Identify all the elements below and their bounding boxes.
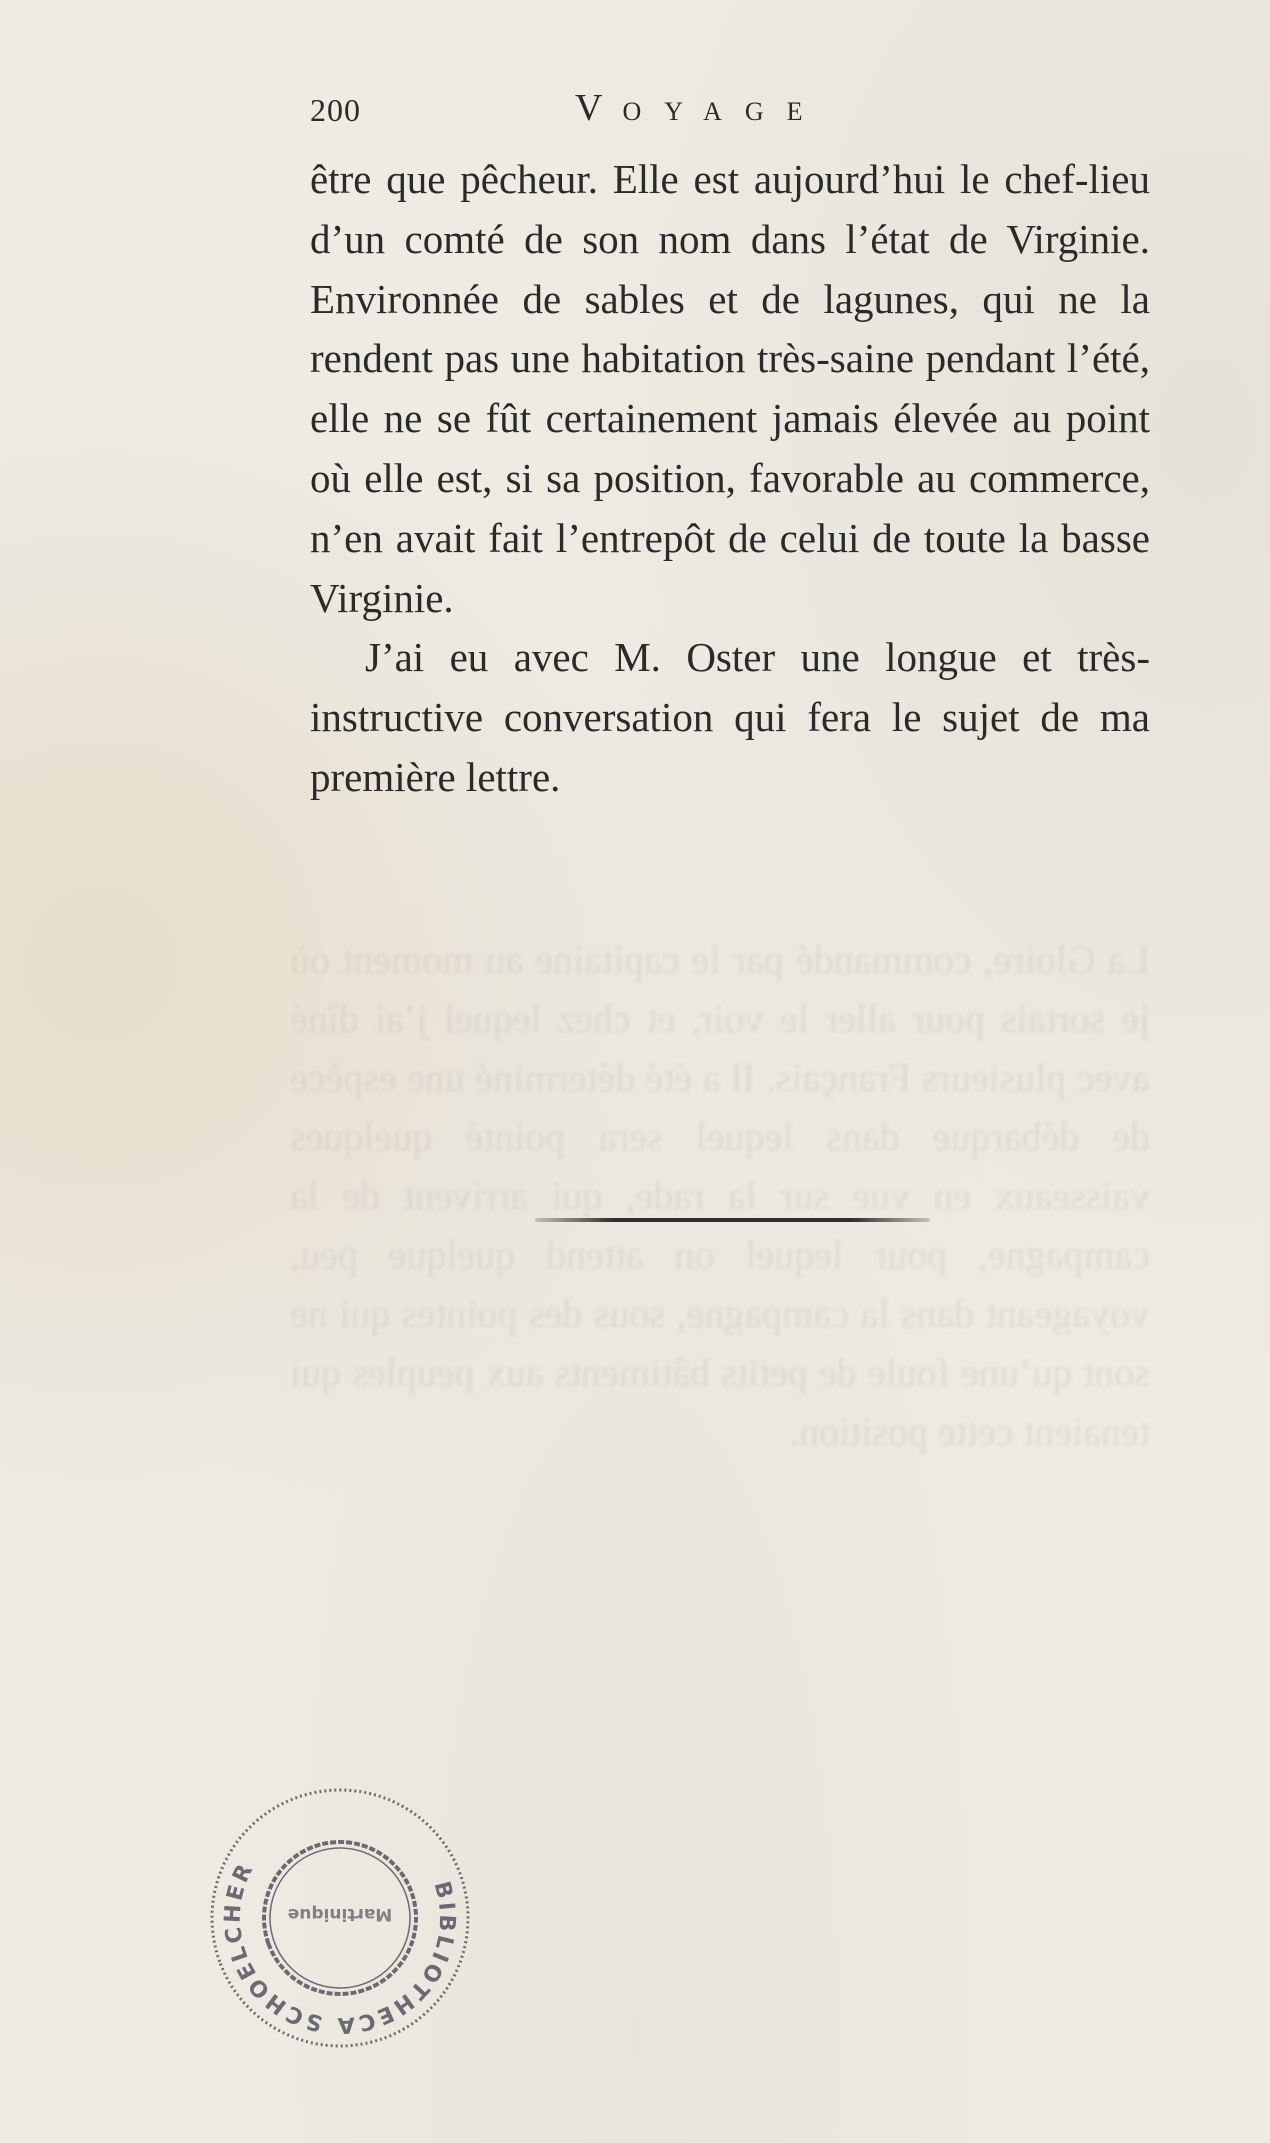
body-text xyxy=(310,150,1150,808)
page-number: 200 xyxy=(310,92,361,128)
page-header xyxy=(310,87,1140,132)
stamp-outer-text: BIBLIOTHECA SCHOELCHER xyxy=(220,1857,460,2038)
library-stamp xyxy=(206,1784,474,2052)
running-head xyxy=(575,86,826,130)
paragraph: J’ai eu avec M. Oster une longue et très-instructive conversation qui fera le sujet de ma première lettre. xyxy=(310,634,1150,800)
running-head-rest: OYAGE xyxy=(622,97,826,126)
running-head-initial: V xyxy=(575,87,623,129)
paragraph: être que pêcheur. Elle est aujourd’hui le chef-lieu d’un comté de son nom dans l’état de Virginie. Environnée de sables et de lagunes, qui ne la rendent pas une habitation très-saine pendant l’été, elle ne se fût certainement jamais élevée au point où elle est, si sa position, favorable au commerce, n’en avait fait l’entrepôt de celui de toute la basse Virginie. xyxy=(310,156,1150,621)
show-through-text: La Gloire, commandé par le capitaine au moment où je sortais pour aller le voir, et chez lequel j’ai dîné avec plusieurs Français. Il a été déterminé une espèce de débarque dans lequel sera pointé quelques vaisseaux en vue sur la rade, qui arrivent de la campagne, pour lequel on attend quelque peu, voyageant dans la campagne, sous des pointes qui ne sont qu’une foule de petits bâtiments aux peuples qui tenaient cette position. xyxy=(290,937,1150,1454)
stamp-inner-text: Martinique xyxy=(287,1904,393,1924)
section-divider xyxy=(535,1218,930,1222)
